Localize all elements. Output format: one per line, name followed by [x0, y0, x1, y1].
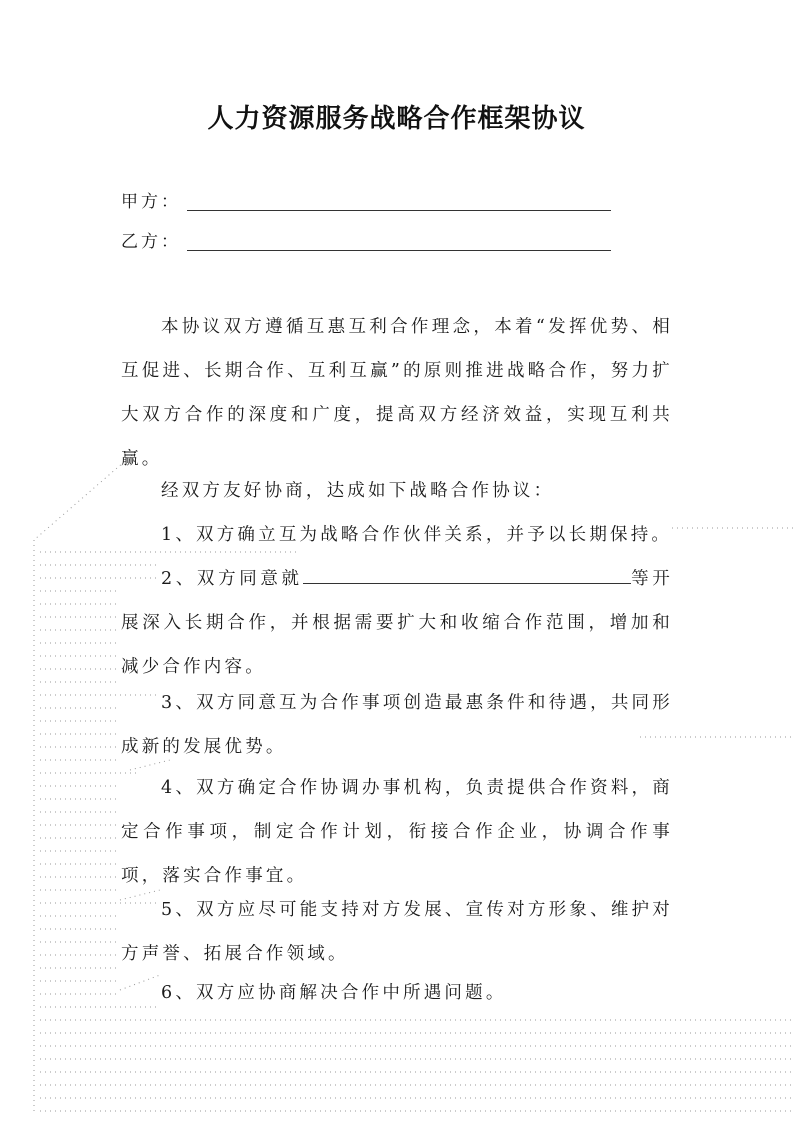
party-b-blank-line[interactable] — [187, 250, 611, 251]
clause-4: 4、双方确定合作协调办事机构，负责提供合作资料，商定合作事项，制定合作计划，衔接合作企业，协调合作事项，落实合作事宜。 — [121, 778, 673, 886]
party-a-blank-line[interactable] — [187, 210, 611, 211]
clause-2 — [121, 557, 673, 689]
clause-1: 1、双方确立互为战略合作伙伴关系，并予以长期保持。 — [161, 525, 673, 545]
intro-paragraph: 本协议双方遵循互惠互利合作理念，本着“发挥优势、相互促进、长期合作、互利互赢”的原则推进战略合作，努力扩大双方合作的深度和广度，提高双方经济效益，实现互利共赢。 — [121, 317, 673, 469]
clause-2-text-before: 2、双方同意就 — [161, 569, 303, 589]
party-b-row — [121, 230, 181, 254]
clause-5: 5、双方应尽可能支持对方发展、宣传对方形象、维护对方声誉、拓展合作领域。 — [121, 900, 673, 964]
party-b-label: 乙方： — [121, 232, 181, 252]
party-a-label: 甲方： — [121, 192, 181, 212]
document-title: 人力资源服务战略合作框架协议 — [207, 104, 586, 134]
clause-3: 3、双方同意互为合作事项创造最惠条件和待遇，共同形成新的发展优势。 — [121, 693, 673, 757]
lead-paragraph: 经双方友好协商，达成如下战略合作协议： — [161, 481, 555, 501]
clause-6: 6、双方应协商解决合作中所遇问题。 — [161, 983, 507, 1003]
clause-2-text-after: 等开展深入长期合作，并根据需要扩大和收缩合作范围，增加和减少合作内容。 — [121, 569, 673, 677]
clause-2-blank-line[interactable] — [303, 563, 631, 584]
party-a-row — [121, 190, 181, 214]
